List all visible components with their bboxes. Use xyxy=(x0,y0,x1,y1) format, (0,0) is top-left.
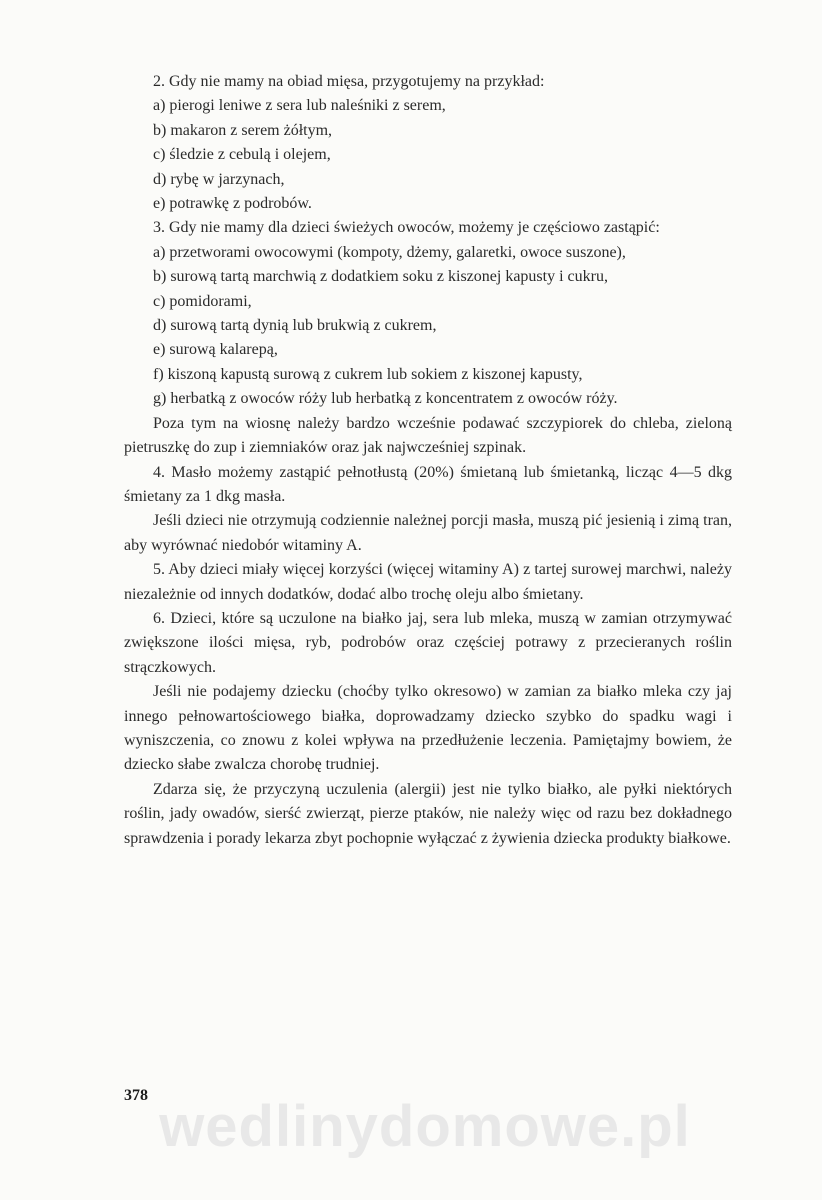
paragraph: Zdarza się, że przyczyną uczulenia (alergii) jest nie tylko białko, ale pyłki niektórych roślin, jady owadów, sierść zwierząt, pierze ptaków, nie należy więc od razu bez dokładnego sprawdzenia i porady lekarza zbyt pochopnie wyłączać z żywienia dziecka produkty białkowe. xyxy=(124,780,732,847)
list-item: b) makaron z serem żółtym, xyxy=(153,121,333,139)
paragraph: 4. Masło możemy zastąpić pełnotłustą (20%) śmietaną lub śmietanką, licząc 4—5 dkg śmietany za 1 dkg masła. xyxy=(124,463,732,505)
paragraph: 6. Dzieci, które są uczulone na białko jaj, sera lub mleka, muszą w zamian otrzymywać zwiększone ilości mięsa, ryb, podrobów oraz częściej potrawy z przecieranych roślin strączkowych. xyxy=(124,609,732,676)
paragraph: 2. Gdy nie mamy na obiad mięsa, przygotujemy na przykład: xyxy=(153,73,545,90)
list-item: f) kiszoną kapustą surową z cukrem lub sokiem z kiszonej kapusty, xyxy=(153,365,583,383)
list-item: e) surową kalarepą, xyxy=(153,341,278,359)
list-item: c) śledzie z cebulą i olejem, xyxy=(153,146,331,164)
list-item: c) pomidorami, xyxy=(153,292,252,310)
list-item: d) surową tartą dynią lub brukwią z cukrem, xyxy=(153,317,437,335)
list-item: a) pierogi leniwe z sera lub naleśniki z serem, xyxy=(153,97,446,115)
list-item: g) herbatką z owoców róży lub herbatką z koncentratem z owoców róży. xyxy=(153,390,618,408)
body-text xyxy=(124,70,732,851)
paragraph: Jeśli dzieci nie otrzymują codziennie należnej porcji masła, muszą pić jesienią i zimą tran, aby wyrównać niedobór witaminy A. xyxy=(124,512,732,554)
list-item: b) surową tartą marchwią z dodatkiem soku z kiszonej kapusty i cukru, xyxy=(153,268,608,286)
page-number: 378 xyxy=(124,1087,148,1104)
list-item: a) przetworami owocowymi (kompoty, dżemy, galaretki, owoce suszone), xyxy=(153,243,626,261)
paragraph: Poza tym na wiosnę należy bardzo wcześnie podawać szczypiorek do chleba, zieloną pietruszkę do zup i ziemniaków oraz jak najwcześniej szpinak. xyxy=(124,414,732,457)
paragraph: Jeśli nie podajemy dziecku (choćby tylko okresowo) w zamian za białko mleka czy jaj innego pełnowartościowego białka, doprowadzamy dziecko szybko do spadku wagi i wyniszczenia, co znowu z kolei wpływa na przedłużenie leczenia. Pamiętajmy bowiem, że dziecko słabe zwalcza chorobę trudniej. xyxy=(124,683,732,774)
watermark: wedlinydomowe.pl xyxy=(159,1094,691,1159)
paragraph: 3. Gdy nie mamy dla dzieci świeżych owoców, możemy je częściowo zastąpić: xyxy=(153,219,660,237)
paragraph: 5. Aby dzieci miały więcej korzyści (więcej witaminy A) z tartej surowej marchwi, należy niezależnie od innych dodatków, dodać albo trochę oleju albo śmietany. xyxy=(124,561,732,603)
list-item: d) rybę w jarzynach, xyxy=(153,170,285,188)
list-item: e) potrawkę z podrobów. xyxy=(153,195,312,213)
